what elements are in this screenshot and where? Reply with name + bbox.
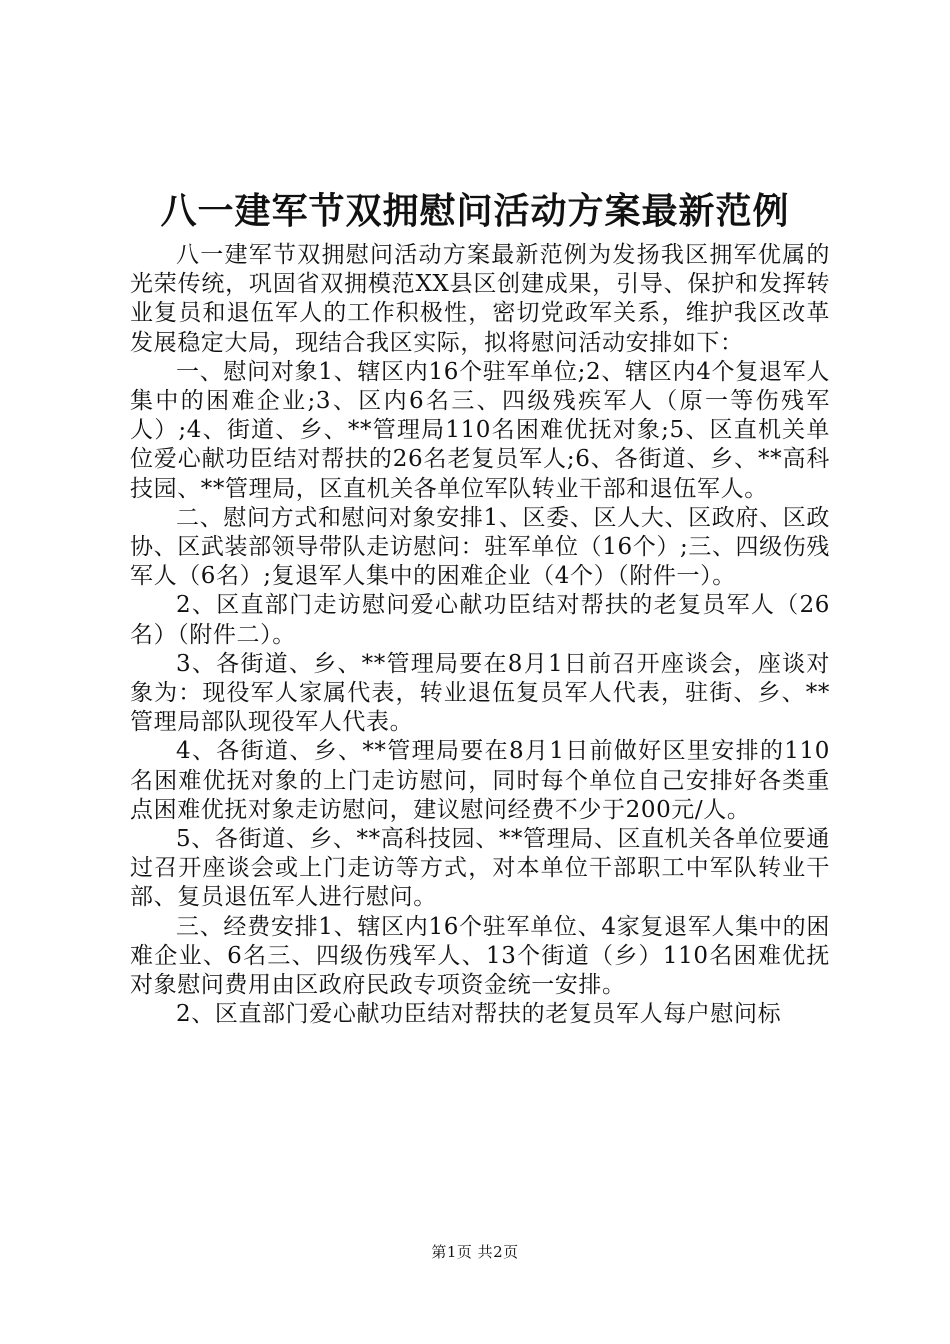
paragraph-item-4: 4、各街道、乡、**管理局要在8月1日前做好区里安排的110名困难优抚对象的上门走访慰问，同时每个单位自己安排好各类重点困难优抚对象走访慰问，建议慰问经费不少于200元/人。: [130, 738, 830, 823]
document-title: 八一建军节双拥慰问活动方案最新范例: [160, 190, 790, 232]
paragraph-intro: 八一建军节双拥慰问活动方案最新范例为发扬我区拥军优属的光荣传统，巩固省双拥模范XX县区创建成果，引导、保护和发挥转业复员和退伍军人的工作积极性，密切党政军关系，维护我区改革发展稳定大局，现结合我区实际，拟将慰问活动安排如下：: [130, 242, 830, 356]
document-body: [130, 241, 830, 1029]
paragraph-item-5: 5、各街道、乡、**高科技园、**管理局、区直机关各单位要通过召开座谈会或上门走访等方式，对本单位干部职工中军队转业干部、复员退伍军人进行慰问。: [130, 826, 830, 911]
paragraph-section-2: 二、慰问方式和慰问对象安排1、区委、区人大、区政府、区政协、区武装部领导带队走访慰问：驻军单位（16个）;三、四级伤残军人（6名）;复退军人集中的困难企业（4个）（附件一）。: [130, 504, 830, 590]
paragraph-funding-2: 2、区直部门爱心献功臣结对帮扶的老复员军人每户慰问标: [176, 1001, 782, 1028]
paragraph-item-3: 3、各街道、乡、**管理局要在8月1日前召开座谈会，座谈对象为：现役军人家属代表，转业退伍复员军人代表，驻街、乡、**管理局部队现役军人代表。: [130, 650, 830, 736]
paragraph-section-1: 一、慰问对象1、辖区内16个驻军单位;2、辖区内4个复退军人集中的困难企业;3、区内6名三、四级残疾军人（原一等伤残军人）;4、街道、乡、**管理局110名困难优抚对象;5、区直机关单位爱心献功臣结对帮扶的26名老复员军人;6、各街道、乡、**高科技园、**管理局，区直机关各单位军队转业干部和退伍军人。: [130, 358, 830, 502]
paragraph-section-3: 三、经费安排1、辖区内16个驻军单位、4家复退军人集中的困难企业、6名三、四级伤残军人、13个街道（乡）110名困难优抚对象慰问费用由区政府民政专项资金统一安排。: [130, 913, 830, 999]
paragraph-item-2: 2、区直部门走访慰问爱心献功臣结对帮扶的老复员军人（26名）（附件二）。: [130, 592, 830, 648]
page-number: 第1页 共2页: [431, 1243, 519, 1261]
